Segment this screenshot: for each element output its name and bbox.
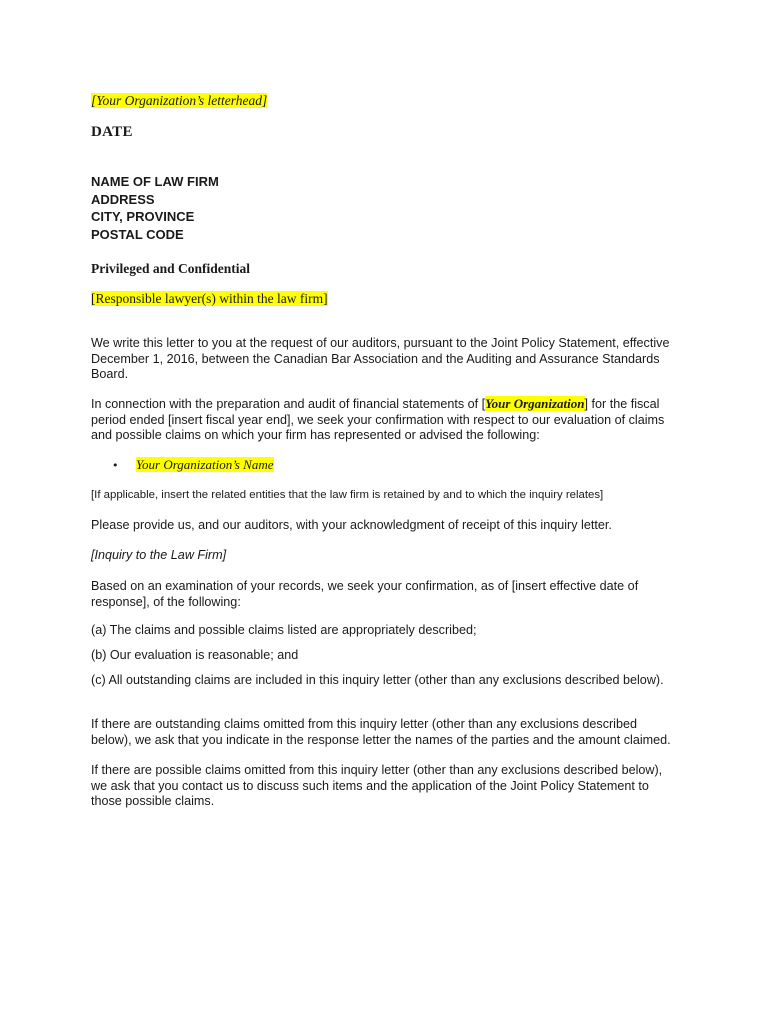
possible-claims-paragraph: If there are possible claims omitted from this inquiry letter (other than any exclusions described below), we ask that you contact us to discuss such items and the application of the Joint Policy Statement to those possible claims.	[91, 763, 663, 808]
financial-statements-paragraph	[91, 396, 681, 444]
paragraph2-before: In connection with the preparation and audit of financial statements of [	[91, 397, 486, 411]
recipient-city-province: CITY, PROVINCE	[91, 209, 195, 224]
organization-placeholder: Your Organization	[485, 396, 585, 411]
confirmation-item-a: (a) The claims and possible claims listed are appropriately described;	[91, 623, 477, 637]
related-entities-note: [If applicable, insert the related entities that the law firm is retained by and to which the inquiry relates]	[91, 489, 604, 501]
confirmation-item-c: (c) All outstanding claims are included in this inquiry letter (other than any exclusions described below).	[91, 673, 664, 687]
recipient-address-line: ADDRESS	[91, 191, 155, 207]
organization-bullet-item	[112, 457, 274, 473]
privileged-heading: Privileged and Confidential	[91, 261, 251, 276]
paragraph2-after: ] for the fiscal period ended [insert fiscal year end], we seek your confirmation with respect to our evaluation of claims and possible claims on which your firm has represented or advised the following:	[91, 397, 665, 442]
organization-name-placeholder: Your Organization’s Name	[136, 457, 274, 472]
bullet-icon: •	[112, 459, 119, 472]
inquiry-heading: [Inquiry to the Law Firm]	[91, 548, 227, 562]
recipient-postal-code: POSTAL CODE	[91, 226, 184, 242]
outstanding-claims-paragraph: If there are outstanding claims omitted from this inquiry letter (other than any exclusions described below), we ask that you indicate in the response letter the names of the parties and the amount claimed.	[91, 717, 671, 747]
recipient-firm-name: NAME OF LAW FIRM	[91, 174, 219, 189]
recipient-address	[91, 173, 219, 243]
responsible-lawyer-text: [Responsible lawyer(s) within the law firm]	[91, 291, 328, 306]
examination-paragraph: Based on an examination of your records, we seek your confirmation, as of [insert effective date of response], of the following:	[91, 579, 639, 609]
acknowledgment-paragraph: Please provide us, and our auditors, with your acknowledgment of receipt of this inquiry letter.	[91, 518, 612, 532]
intro-paragraph: We write this letter to you at the request of our auditors, pursuant to the Joint Policy Statement, effective December 1, 2016, between the Canadian Bar Association and the Auditing and Assurance Standards Board.	[91, 336, 670, 381]
letterhead-placeholder	[91, 93, 267, 109]
letterhead-text: [Your Organization’s letterhead]	[91, 93, 268, 108]
confirmation-item-b: (b) Our evaluation is reasonable; and	[91, 648, 299, 662]
responsible-lawyer-placeholder	[91, 291, 328, 307]
date-heading: DATE	[91, 124, 133, 140]
